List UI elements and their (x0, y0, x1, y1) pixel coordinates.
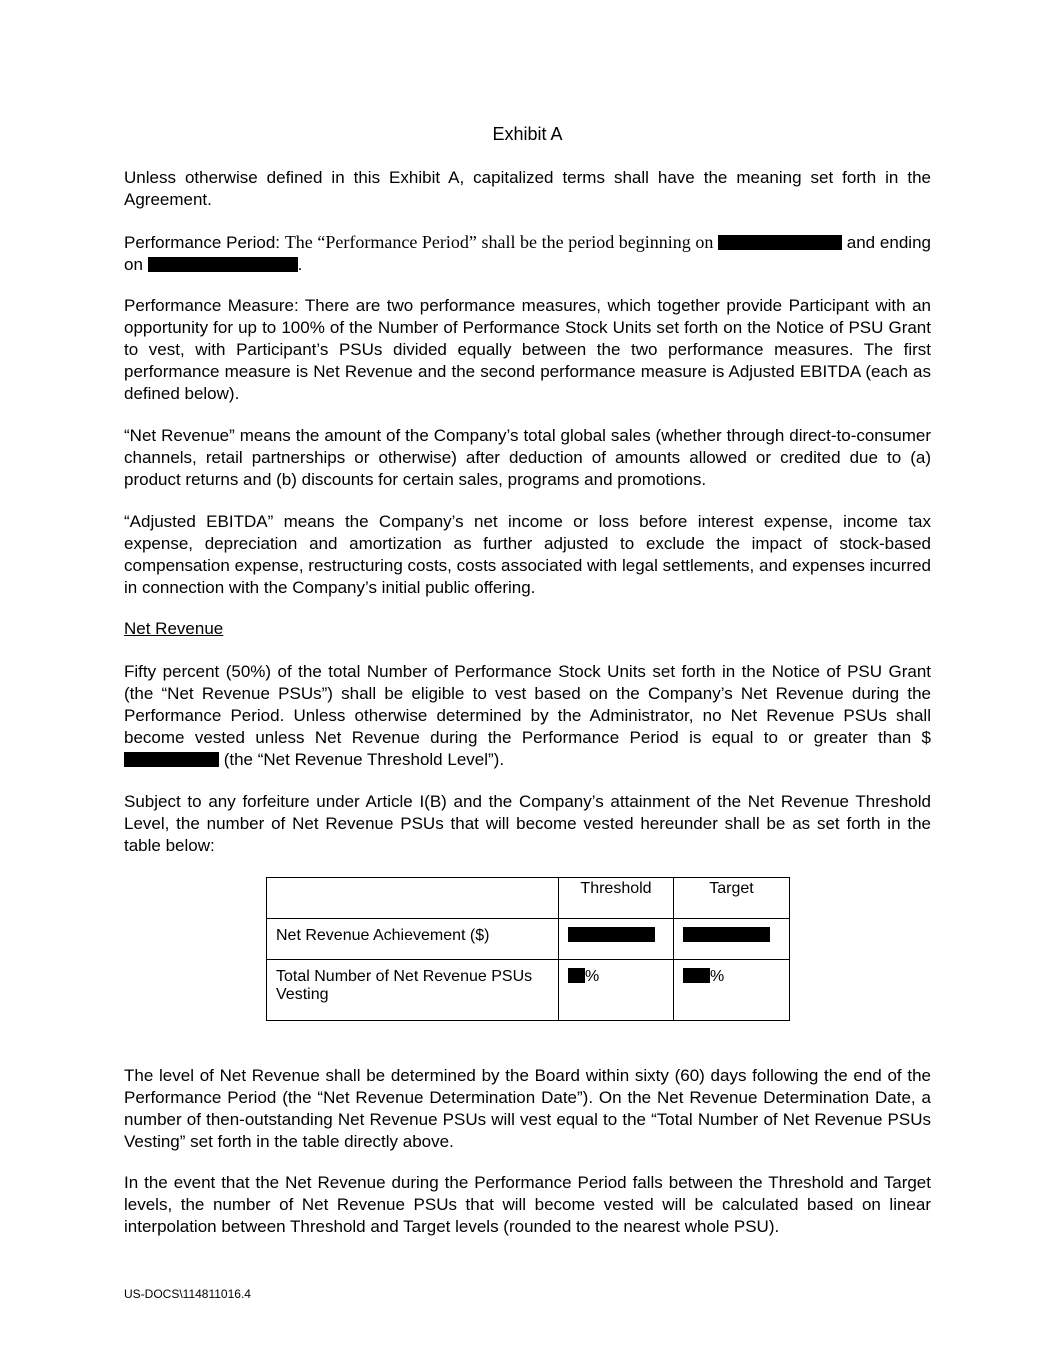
redacted-target-value (683, 927, 770, 942)
row-label-vesting: Total Number of Net Revenue PSUs Vesting (267, 960, 559, 1021)
redacted-target-percent (683, 968, 710, 983)
redacted-threshold-percent (568, 968, 585, 983)
row-label-achievement: Net Revenue Achievement ($) (267, 919, 559, 960)
table-header-empty (267, 878, 559, 919)
net-revenue-definition: “Net Revenue” means the amount of the Company’s total global sales (whether through direct-to-consumer channels, retail partnerships or otherwise) after deduction of amounts allowed or credited due to (a) product returns and (b) discounts for certain sales, programs and promotions. (124, 426, 931, 489)
net-revenue-psu-table (266, 877, 790, 1021)
fifty-percent-text: Fifty percent (50%) of the total Number of Performance Stock Units set forth in the Notice of PSU Grant (the “Net Revenue PSUs”) shall be eligible to vest based on the Company’s Net Revenue during the Performance Period. Unless otherwise determined by the Administrator, no Net Revenue PSUs shall become vested unless Net Revenue during the Performance Period is equal to or greater than $ (124, 662, 931, 747)
fifty-percent-paragraph (124, 661, 931, 771)
performance-period-and: and ending on (124, 233, 931, 274)
threshold-vesting-cell (559, 960, 674, 1021)
redacted-threshold-value (568, 927, 655, 942)
subject-paragraph: Subject to any forfeiture under Article I(B) and the Company’s attainment of the Net Revenue Threshold Level, the number of Net Revenue PSUs that will become vested hereunder shall be as set forth in the table below: (124, 792, 931, 855)
performance-period-text: The “Performance Period” shall be the period beginning on (284, 232, 718, 252)
redacted-threshold-amount (124, 752, 219, 767)
table-row (267, 960, 790, 1021)
determination-paragraph: The level of Net Revenue shall be determined by the Board within sixty (60) days following the end of the Performance Period (the “Net Revenue Determination Date”). On the Net Revenue Determination Date, a number of then-outstanding Net Revenue PSUs will vest equal to the “Total Number of Net Revenue PSUs Vesting” set forth in the table directly above. (124, 1066, 931, 1151)
target-vesting-cell (674, 960, 790, 1021)
percent-sign: % (585, 968, 600, 985)
performance-period-paragraph (124, 231, 931, 276)
net-revenue-heading: Net Revenue (124, 619, 224, 638)
table-header-target: Target (674, 878, 790, 919)
redacted-end-date (148, 257, 298, 272)
threshold-achievement-cell (559, 919, 674, 960)
exhibit-title: Exhibit A (492, 124, 563, 144)
redacted-start-date (718, 235, 842, 250)
intro-paragraph: Unless otherwise defined in this Exhibit A, capitalized terms shall have the meaning set forth in the Agreement. (124, 168, 931, 209)
performance-period-label: Performance Period: (124, 233, 285, 252)
table-header-row (267, 878, 790, 919)
interpolation-paragraph: In the event that the Net Revenue during the Performance Period falls between the Threshold and Target levels, the number of Net Revenue PSUs that will become vested will be calculated based on linear interpolation between Threshold and Target levels (rounded to the nearest whole PSU). (124, 1173, 931, 1236)
percent-sign: % (710, 968, 725, 985)
document-footer-id: US-DOCS\114811016.4 (124, 1287, 251, 1301)
performance-period-end: . (297, 255, 303, 274)
threshold-level-text: (the “Net Revenue Threshold Level”). (219, 750, 505, 769)
adjusted-ebitda-definition: “Adjusted EBITDA” means the Company’s net income or loss before interest expense, income tax expense, depreciation and amortization as further adjusted to exclude the impact of stock-based compensation expense, restructuring costs, costs associated with legal settlements, and expenses incurred in connection with the Company’s initial public offering. (124, 512, 931, 597)
table-header-threshold: Threshold (559, 878, 674, 919)
target-achievement-cell (674, 919, 790, 960)
performance-measure-paragraph: Performance Measure: There are two performance measures, which together provide Participant with an opportunity for up to 100% of the Number of Performance Stock Units set forth on the Notice of PSU Grant to vest, with Participant’s PSUs divided equally between the two performance measures. The first performance measure is Net Revenue and the second performance measure is Adjusted EBITDA (each as defined below). (124, 296, 931, 403)
table-row (267, 919, 790, 960)
